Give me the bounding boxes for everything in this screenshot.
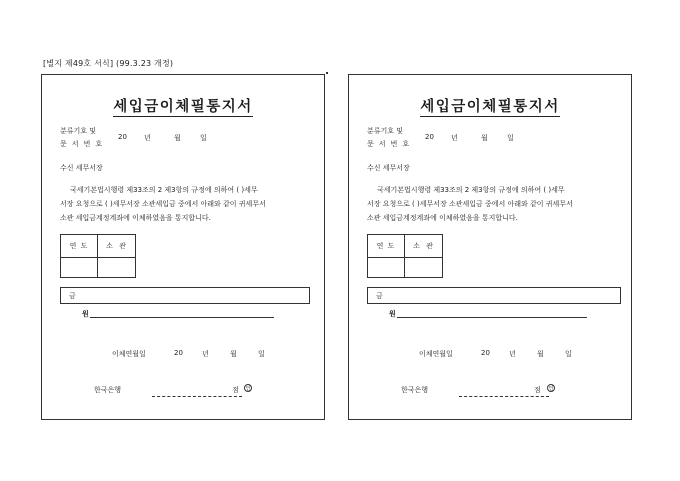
year-header: 연 도 [376,242,396,250]
branch-label: 점 [534,386,541,394]
jurisdiction-header: 소 관 [106,242,128,250]
recipient: 수신 세무서장 [367,164,410,172]
won-label: 원 [389,310,396,318]
page-dot [326,72,328,74]
year-jurisdiction-table [60,234,136,278]
document-number-label: 문 서 번 호 [367,140,411,148]
document-number-label: 문 서 번 호 [60,140,104,148]
form-header-note: [별지 제49호 서식] (99.3.23 개정) [43,59,174,68]
branch-label: 점 [232,386,239,394]
amount-box [60,287,310,304]
form-title: 세입금이체필통지서 [420,98,560,115]
year-header: 연 도 [69,242,89,250]
transfer-notice-form-left [41,74,325,420]
notice-body: 국세기본법시행령 제33조의 2 제3항의 규정에 의하여 ( )세무 서장 요청으로 ( )세무서장 소관세입금 중에서 아래와 같이 귀세무서 소관 세입금계정계좌에 이체하였음을 통지합니다. [367,186,573,222]
transfer-date: 이체연월일 20 년 월 일 [419,349,572,358]
won-label: 원 [82,310,89,318]
amount-label: 금 [69,292,76,300]
classification-label: 분류기호 및 [367,127,404,135]
transfer-notice-form-right [348,74,632,420]
amount-box [367,287,621,304]
form-title: 세입금이체필통지서 [113,98,253,115]
year-jurisdiction-table [367,234,443,278]
recipient: 수신 세무서장 [60,164,103,172]
amount-label: 금 [376,292,383,300]
issue-date: 20 년 월 일 [425,133,514,142]
branch-underline [152,396,242,397]
bank-name: 한국은행 [94,386,122,394]
classification-label: 분류기호 및 [60,127,97,135]
branch-underline [459,396,549,397]
bank-name: 한국은행 [401,386,429,394]
issue-date: 20 년 월 일 [118,133,207,142]
notice-body: 국세기본법시행령 제33조의 2 제3항의 규정에 의하여 ( )세무 서장 요청으로 ( )세무서장 소관세입금 중에서 아래와 같이 귀세무서 소관 세입금계정계좌에 이체하였음을 통지합니다. [60,186,266,222]
jurisdiction-header: 소 관 [413,242,435,250]
won-underline [90,317,274,318]
seal-mark: 인 [548,386,554,392]
transfer-date: 이체연월일 20 년 월 일 [112,349,265,358]
won-underline [397,317,587,318]
seal-mark: 인 [245,386,251,392]
